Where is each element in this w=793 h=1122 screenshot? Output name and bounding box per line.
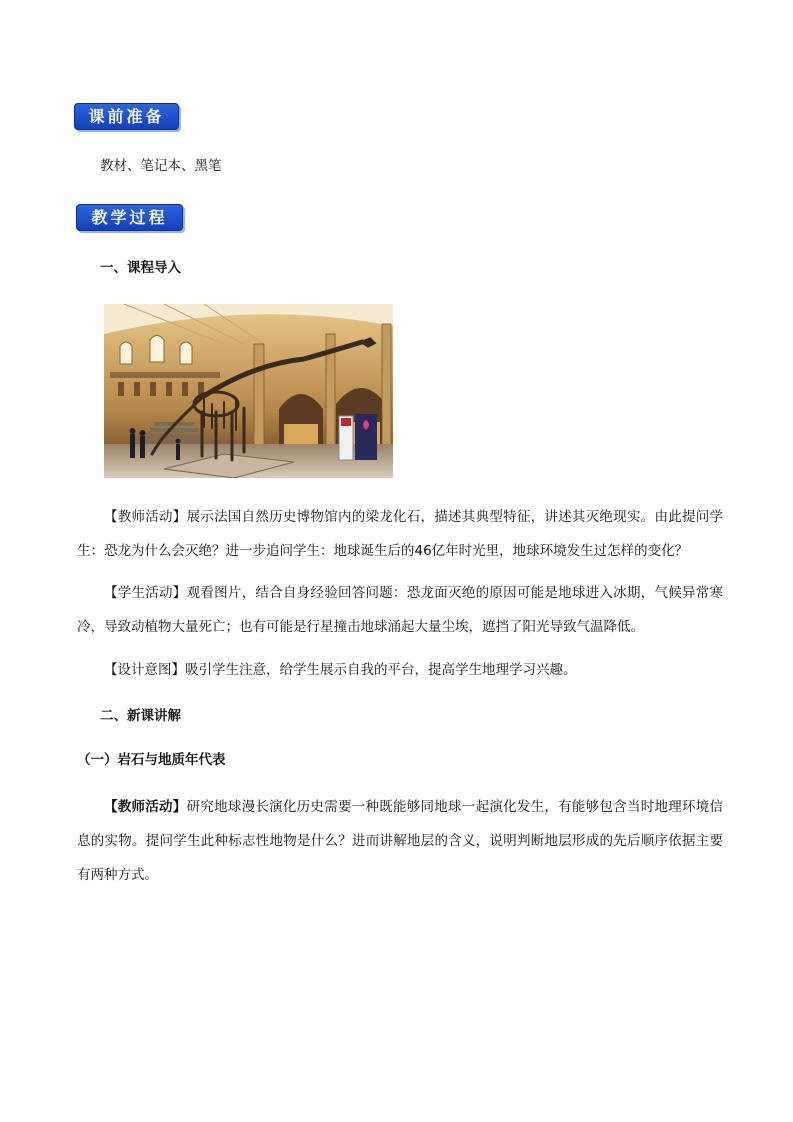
teacher-activity-text: 展示法国自然历史博物馆内的梁龙化石，描述其典型特征，讲述其灭绝现实。由此提问学生：恐龙为什么会灭绝？进一步追问学生：地球诞生后的46亿年时光里，地球环境发生过怎样的变化？ bbox=[77, 509, 724, 559]
process-heading-badge bbox=[76, 204, 183, 231]
teacher-activity-label-2: 【教师活动】 bbox=[104, 799, 187, 815]
teacher-activity-paragraph-2 bbox=[77, 790, 723, 892]
teacher-activity-label: 【教师活动】 bbox=[104, 509, 187, 525]
museum-dinosaur-photo bbox=[104, 304, 393, 478]
prep-heading-badge bbox=[74, 103, 179, 130]
student-activity-paragraph bbox=[77, 576, 723, 644]
student-activity-label: 【学生活动】 bbox=[104, 585, 187, 601]
materials-text: 教材、笔记本、黑笔 bbox=[100, 158, 222, 174]
subsection-title: （一）岩石与地质年代表 bbox=[77, 752, 226, 768]
section2-title: 二、新课讲解 bbox=[100, 708, 181, 724]
design-intent-paragraph bbox=[77, 653, 723, 687]
prep-heading-text: 课前准备 bbox=[88, 107, 165, 126]
student-activity-text: 观看图片，结合自身经验回答问题：恐龙面灭绝的原因可能是地球进入冰期，气候异常寒冷，导致动植物大量死亡；也有可能是行星撞击地球涌起大量尘埃，遮挡了阳光导致气温降低。 bbox=[77, 585, 724, 635]
teacher-activity-text-2: 研究地球漫长演化历史需要一种既能够同地球一起演化发生，有能够包含当时地理环境信息的实物。提问学生此种标志性地物是什么？进而讲解地层的含义，说明判断地层形成的先后顺序依据主要有两种方式。 bbox=[77, 799, 724, 883]
section1-title: 一、课程导入 bbox=[100, 260, 181, 276]
process-heading-text: 教学过程 bbox=[91, 208, 168, 227]
design-intent-text: 吸引学生注意，给学生展示自我的平台，提高学生地理学习兴趣。 bbox=[185, 662, 577, 678]
design-intent-label: 【设计意图】 bbox=[104, 662, 185, 678]
teacher-activity-paragraph-1 bbox=[77, 500, 723, 568]
